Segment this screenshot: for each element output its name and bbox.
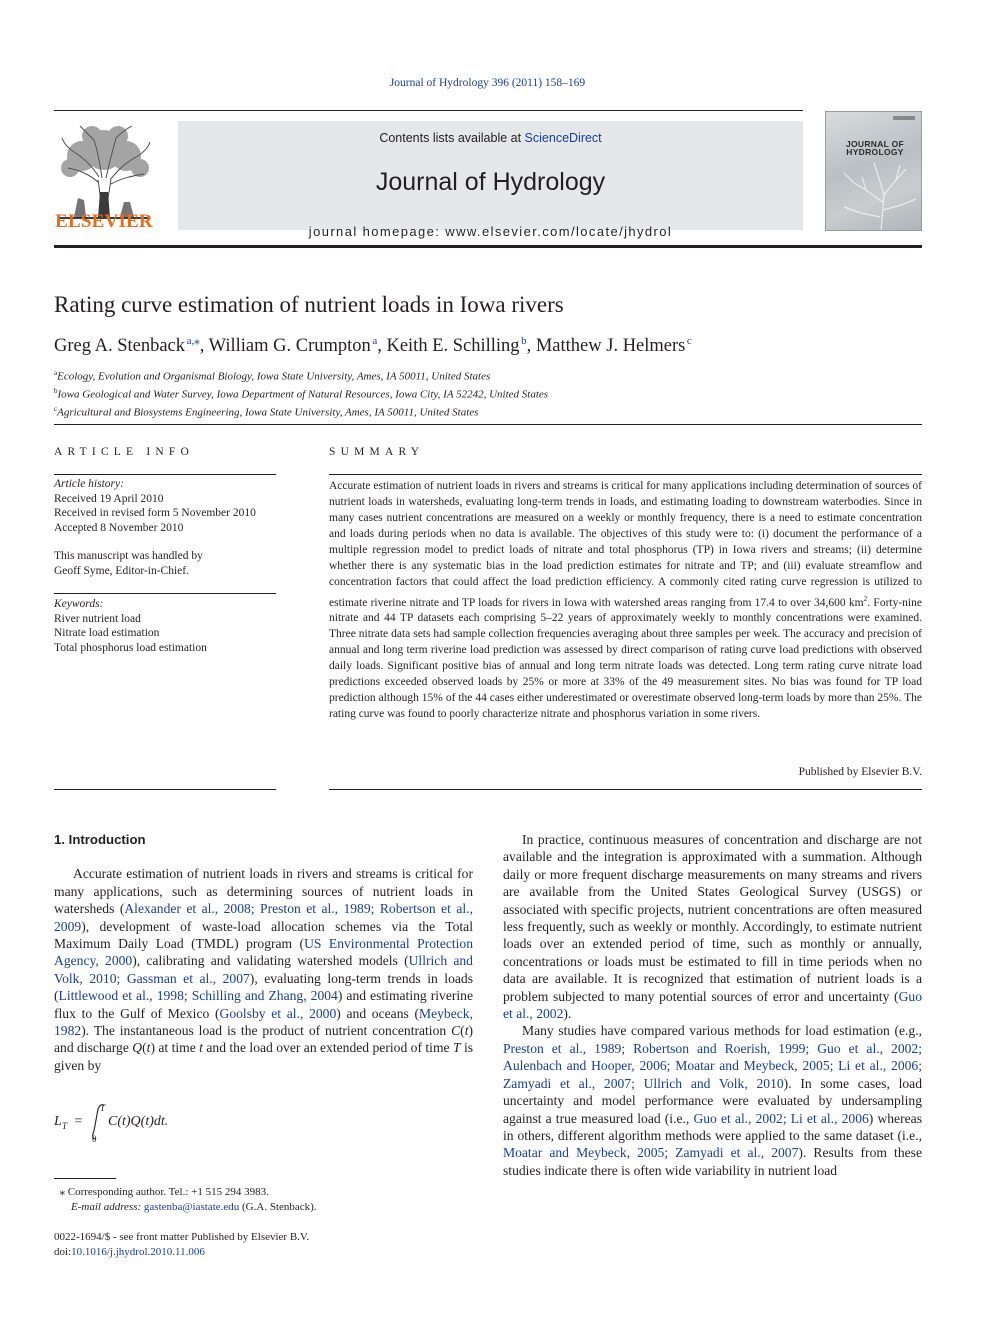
footnotes [54,1185,317,1215]
cover-image [826,155,922,230]
citation-link[interactable]: Littlewood et al., 1998; Schilling and Zhang, 2004 [58,988,338,1004]
article-info-bottom-rule [54,789,276,790]
equation-lhs-sub: T [62,1121,68,1131]
affiliation [54,384,548,402]
homepage-line [178,224,803,239]
footnote-rule [54,1178,116,1179]
header-bottom-rule [54,245,922,248]
equation-equals: = [71,1114,86,1129]
contents-line [178,131,803,145]
citation-link[interactable]: Guo et al., 2002; Li et al., 2006 [693,1110,869,1126]
text-run: ), calibrating and validating watershed models ( [132,953,409,969]
text-run: ). [563,1006,572,1022]
handled-by: This manuscript was handled by [54,550,203,563]
email-note [54,1200,317,1215]
text-run: and the load over an extended period of time [202,1040,453,1056]
abstract-part-2: . Forty-nine nitrate and 44 TP datasets each comprising 5–22 years of approximately weekly to monthly concentrations were examined. Three nitrate data sets had sample collection frequencies averaging about three samples per week. The accuracy and precision of annual and long term riverine load prediction was assessed by direct comparison of rating curve load predictions with observed daily loads. Significant positive bias of annual and long term nitrate loads was detected. Long term rating curve nitrate load predictions exceeded observed loads by 25% or more at 33% of the 49 measurement sites. No bias was found for TP load prediction although 15% of the 44 cases either underestimated or overestimate observed long-term loads by more than 25%. The rating curve was found to poorly characterize nitrate and phosphorus variation in some rivers. [329,596,922,721]
abstract-text [329,479,922,723]
text-run: is given by [54,1040,474,1073]
affiliations [54,366,548,420]
equation [54,1101,274,1145]
journal-header-box [178,121,803,239]
journal-header [54,110,922,247]
text-run: ( [460,1023,465,1039]
homepage-prefix: journal homepage: [308,224,446,239]
math-variable: t [146,1040,151,1056]
email-link[interactable]: gastenba@iastate.edu [143,1200,240,1213]
sciencedirect-link[interactable]: ScienceDirect [524,131,602,145]
text-run: ) and discharge [54,1023,473,1056]
doi-label: doi: [54,1245,72,1258]
text-run: ) and estimating riverine flux to the Gulf of Mexico ( [54,988,474,1021]
author-affil-link[interactable]: b [521,335,527,347]
summary-heading: SUMMARY [329,446,425,458]
journal-cover-thumbnail [825,111,922,231]
received-date: Received 19 April 2010 [54,492,164,505]
math-variable: t [199,1040,203,1056]
journal-citation[interactable]: Journal of Hydrology 396 (2011) 158–169 [389,77,586,89]
author-affil-link[interactable]: c [686,335,692,347]
paragraph [54,865,473,1074]
paragraph [503,831,922,1022]
article-history [54,477,276,579]
summary-rule [329,474,922,475]
author-name: Keith E. Schilling [386,336,520,357]
integrand: C(t)Q(t)dt. [108,1114,169,1129]
author-affil-link[interactable]: a [372,335,378,347]
issn-line: 0022-1694/$ - see front matter Published by Elsevier B.V. [54,1231,310,1243]
text-run: Accurate estimation of nutrient loads in rivers and streams is critical for many applications, such as determining sources of nutrient loads in watersheds ( [54,866,473,917]
corresponding-author-note [54,1185,317,1200]
revised-date: Received in revised form 5 November 2010 [54,507,256,520]
math-variable: T [452,1040,461,1056]
citation-link[interactable]: Ullrich and Volk, 2010; Gassman et al., 2007 [54,953,473,986]
summary-bottom-rule [329,789,922,790]
keyword: River nutrient load [54,612,141,625]
cover-top-bar [893,116,915,120]
journal-name: Journal of Hydrology [375,168,606,196]
article-info-heading: ARTICLE INFO [54,446,194,458]
text-run: ). In some cases, load uncertainty and model performance were evaluated by undersampling against a true measured load (i.e., [503,1075,922,1126]
article-title: Rating curve estimation of nutrient loads in Iowa rivers [54,292,564,317]
text-run: ), development of waste-load allocation schemes via the Total Maximum Daily Load (TMDL) program ( [54,918,473,952]
body-column-right [503,831,922,1179]
affiliation-mark: a [54,369,58,377]
corresponding-author-text: Corresponding author. Tel.: +1 515 294 3983. [67,1186,269,1198]
abstract-superscript: 2 [863,593,868,603]
accepted-date: Accepted 8 November 2010 [54,521,184,534]
integral-upper: T [100,1103,106,1113]
elsevier-wordmark: ELSEVIER [55,211,153,232]
keywords-block [54,597,276,655]
citation-link[interactable]: Preston et al., 1989; Robertson and Roerish, 1999; Guo et al., 2002; Aulenbach and Hooper, 2006; Moatar and Meybeck, 2005; Li et al., 2006; Zamyadi et al., 2007; Ullrich and Volk, 2010 [503,1040,922,1091]
text-run: ), evaluating long-term trends in loads ( [54,970,473,1004]
affiliation-text: Agricultural and Biosystems Engineering, Iowa State University, Ames, IA 50011, United States [57,406,479,419]
math-variable: t [464,1023,469,1039]
equation-lhs: L [54,1114,62,1129]
history-label: Article history: [54,478,124,490]
math-variable: C [451,1023,461,1039]
affiliations-rule [54,424,922,425]
body-column-left [54,831,473,1074]
affiliation-mark: c [54,405,58,414]
keywords-rule [54,593,276,594]
doi-line [54,1245,309,1260]
affiliation-mark: b [54,387,58,396]
text-run: ). Results from these studies indicate there is often wide variability in nutrient load [503,1145,922,1178]
handled-by-editor: Geoff Syme, Editor-in-Chief. [54,564,189,577]
citation-link[interactable]: Guo et al., 2002 [503,988,922,1022]
citation-link[interactable]: Moatar and Meybeck, 2005; Zamyadi et al., 2007 [503,1145,799,1161]
integral-lower: 0 [92,1134,97,1144]
front-matter-notes [54,1230,309,1260]
citation-link[interactable]: Meybeck, 1982 [54,1005,473,1039]
section-heading: 1. Introduction [54,832,146,847]
article-info-rule [54,474,276,475]
abstract-part-1: Accurate estimation of nutrient loads in rivers and streams is critical for many applications including determination of sources of nutrient loads in watersheds, evaluating long-term trends in loads, and estimating loading to downstream waterbodies. Since in many cases nutrient concentrations are measured on a weekly or monthly frequency, there is a need to estimate concentration and loads during periods when no data is available. The objectives of this study were to: (i) document the performance of a multiple regression model to predict loads of nitrate and total phosphorus (TP) in Iowa rivers and streams; (ii) determine whether there is any systematic bias in the load prediction estimates for nitrate and TP; and (iii) evaluate streamflow and concentration factors that could affect the load prediction efficiency. A commonly cited rating curve regression is utilized to estimate riverine nitrate and TP loads for rivers in Iowa with watershed areas ranging from 17.4 to over 34,600 km [329,480,922,609]
math-variable: Q [132,1040,143,1056]
cover-title [832,141,918,156]
published-by: Published by Elsevier B.V. [798,766,922,778]
text-run: In practice, continuous measures of concentration and discharge are not available and the integration is approximated with a summation. Although daily or more frequent discharge measurements on many streams and rivers are available from the United States Geological Survey (USGS) or associated with specific projects, nutrient concentrations are often measured less frequently, such as weekly or monthly. Accordingly, to estimate nutrient loads over an extended period of time, such as monthly or annually, concentrations or loads must be estimated to fill in time periods when no data are available. It is recognized that estimation of nutrient loads is a problem subjected to many potential sources of error and uncertainty ( [503,832,922,1004]
homepage-url-link[interactable]: www.elsevier.com/locate/jhydrol [445,224,673,239]
equation-svg [54,1101,274,1145]
footnote-mark: ⁎ [59,1186,65,1198]
text-run: ) at time [150,1040,200,1056]
author-name: Greg A. Stenback [54,336,186,357]
affiliation-text: Ecology, Evolution and Organismal Biology, Iowa State University, Ames, IA 50011, United States [57,370,491,383]
keyword: Nitrate load estimation [54,627,160,640]
author-name: Matthew J. Helmers [535,336,686,357]
text-run: Many studies have compared various methods for load estimation (e.g., [522,1023,922,1039]
text-run: ) whereas in others, different algorithm methods were applied to the same dataset (i.e., [503,1110,922,1143]
text-run: ) and oceans ( [336,1005,420,1021]
doi-link[interactable]: 10.1016/j.jhydrol.2010.11.006 [71,1245,205,1258]
email-label: E-mail address: [71,1200,144,1213]
author-list: Greg A. Stenback $^{a,⁎}$, William G. Crumpton $^a$, Keith E. Schilling $^b$, Matthew J. Helmers $^c$ [54,335,692,357]
affiliation [54,402,548,420]
author-affil-link[interactable]: a,⁎ [186,335,200,347]
affiliation-text: Iowa Geological and Water Survey, Iowa Department of Natural Resources, Iowa City, IA 52242, United States [57,388,549,401]
citation-link[interactable]: US Environmental Protection Agency, 2000 [54,936,474,969]
affiliation [54,366,548,384]
text-run: ). The instantaneous load is the product of nutrient concentration [81,1023,452,1039]
contents-prefix: Contents lists available at [379,131,525,145]
paragraph [503,1022,922,1179]
cover-title-line-1: JOURNAL OF [845,139,905,149]
header-top-rule [54,110,803,111]
keywords-label: Keywords: [54,598,104,610]
author-name: William G. Crumpton [208,336,371,357]
citation-link[interactable]: Goolsby et al., 2000 [219,1005,337,1021]
email-suffix: (G.A. Stenback). [239,1200,317,1213]
keyword: Total phosphorus load estimation [54,641,207,654]
text-run: ( [142,1040,147,1056]
citation-link[interactable]: Alexander et al., 2008; Preston et al., 1989; Robertson et al., 2009 [54,901,473,934]
cover-title-line-2: HYDROLOGY [846,146,904,157]
